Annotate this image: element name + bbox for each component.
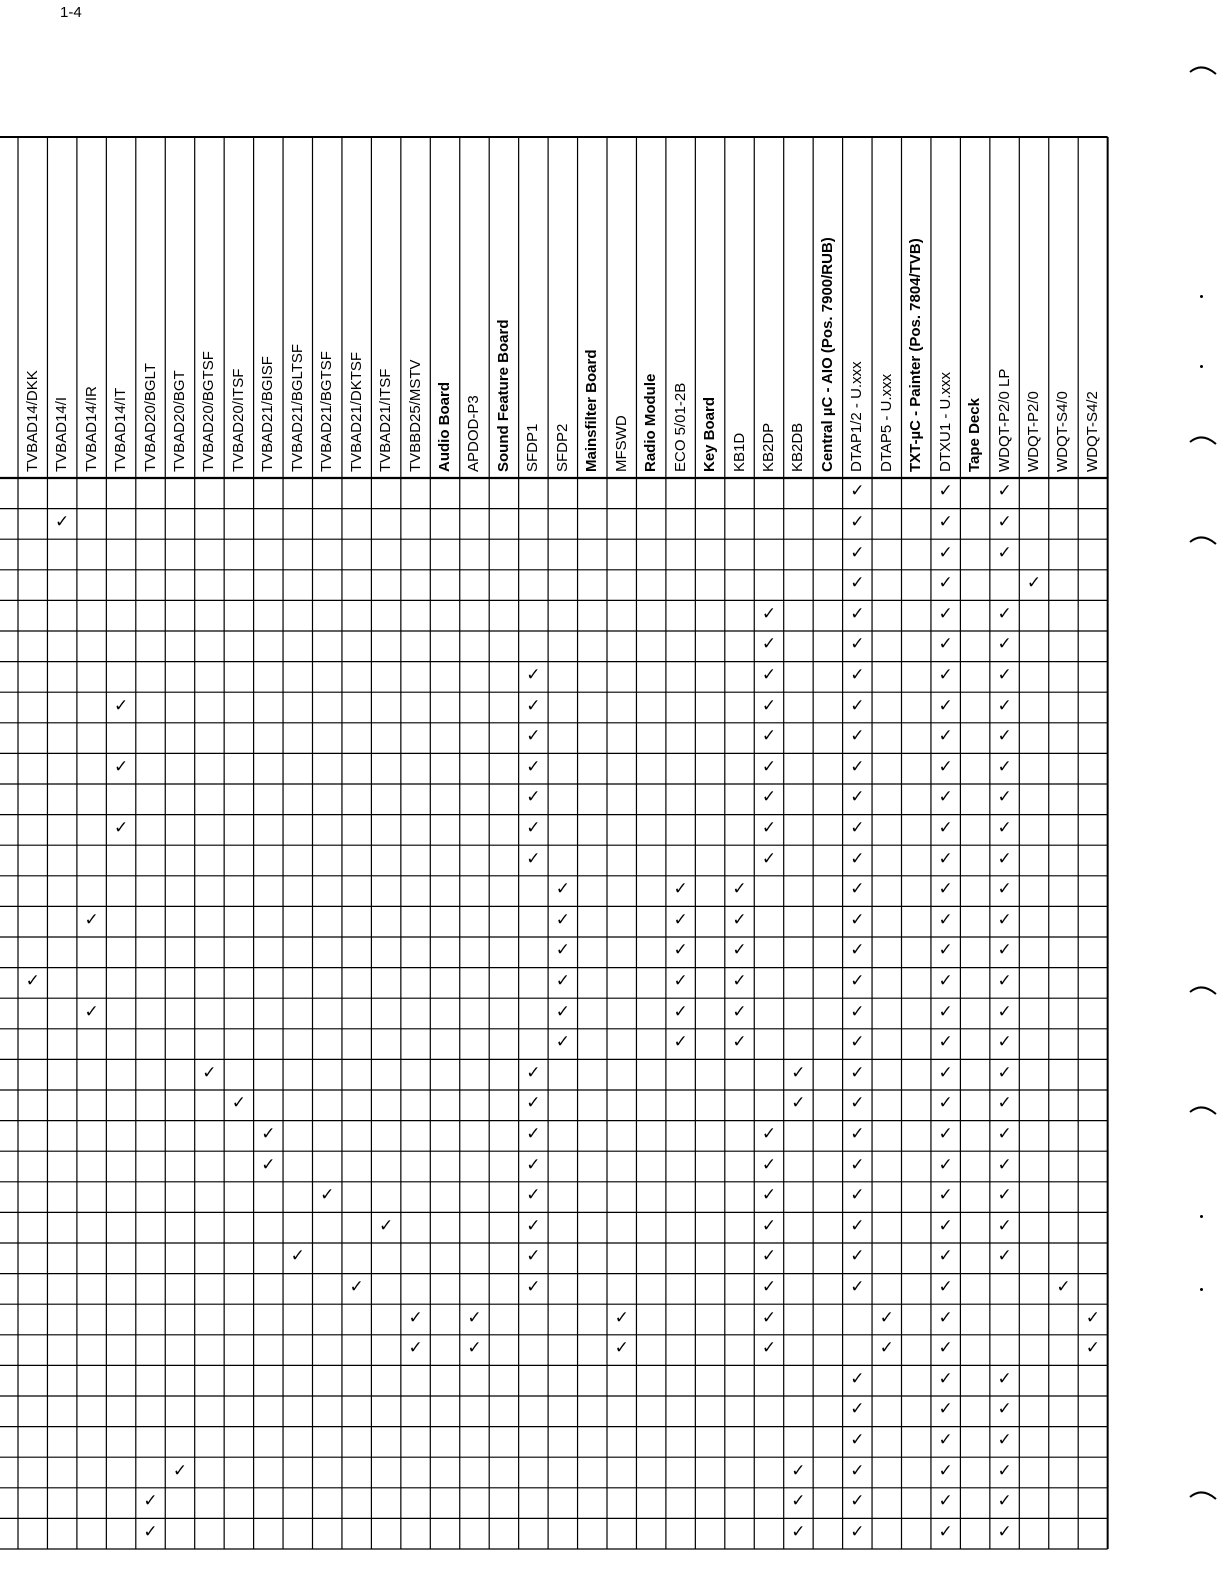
check-mark: ✓ <box>850 1154 865 1175</box>
check-mark: ✓ <box>997 879 1012 900</box>
check-mark: ✓ <box>938 664 953 685</box>
check-mark: ✓ <box>850 664 865 685</box>
check-mark: ✓ <box>850 726 865 747</box>
column-header: TVBAD14/DKK <box>23 370 41 472</box>
check-mark: ✓ <box>614 1338 629 1359</box>
check-mark: ✓ <box>938 1185 953 1206</box>
check-mark: ✓ <box>761 726 777 747</box>
check-mark: ✓ <box>526 1154 541 1175</box>
check-mark: ✓ <box>261 1154 276 1175</box>
check-mark: ✓ <box>761 1338 777 1359</box>
check-mark: ✓ <box>526 1093 541 1114</box>
check-mark: ✓ <box>938 1246 953 1267</box>
check-mark: ✓ <box>997 1246 1012 1267</box>
column-header: TVBAD21/DKTSF <box>347 351 365 472</box>
column-header: APDOD-P3 <box>465 395 483 472</box>
check-mark: ✓ <box>938 1521 953 1542</box>
check-mark: ✓ <box>761 1276 777 1297</box>
check-mark: ✓ <box>938 695 953 716</box>
check-mark: ✓ <box>850 695 865 716</box>
check-mark: ✓ <box>938 1491 953 1512</box>
margin-clip-mark <box>1188 60 1218 80</box>
check-mark: ✓ <box>113 817 129 838</box>
column-header: TVBAD20/BGLT <box>141 363 159 472</box>
column-header: WDQT-P2/0 <box>1025 391 1043 472</box>
check-mark: ✓ <box>938 1460 953 1481</box>
check-mark: ✓ <box>379 1215 394 1236</box>
check-mark: ✓ <box>997 1185 1012 1206</box>
check-mark: ✓ <box>791 1491 806 1512</box>
check-mark: ✓ <box>850 879 865 900</box>
column-header: DTAP5 - U.xxx <box>877 373 895 472</box>
margin-clip-mark <box>1188 430 1218 450</box>
check-mark: ✓ <box>997 481 1012 502</box>
check-mark: ✓ <box>761 1154 777 1175</box>
check-mark: ✓ <box>997 664 1012 685</box>
check-mark: ✓ <box>879 1338 894 1359</box>
check-mark: ✓ <box>55 511 70 532</box>
check-mark: ✓ <box>997 542 1012 563</box>
check-mark: ✓ <box>938 1154 953 1175</box>
column-header: TVBAD21/BGTSF <box>318 351 336 472</box>
check-mark: ✓ <box>761 1215 777 1236</box>
check-mark: ✓ <box>938 542 953 563</box>
check-mark: ✓ <box>231 1093 246 1114</box>
check-mark: ✓ <box>673 1032 688 1053</box>
check-mark: ✓ <box>997 726 1012 747</box>
check-mark: ✓ <box>997 1368 1012 1389</box>
check-mark: ✓ <box>850 1368 865 1389</box>
check-mark: ✓ <box>997 634 1012 655</box>
check-mark: ✓ <box>673 1001 688 1022</box>
column-header: Mainsfilter Board <box>583 349 601 472</box>
check-mark: ✓ <box>761 787 777 808</box>
check-mark: ✓ <box>732 879 747 900</box>
check-mark: ✓ <box>850 1123 865 1144</box>
check-mark: ✓ <box>526 787 541 808</box>
margin-clip-mark <box>1188 1100 1218 1120</box>
check-mark: ✓ <box>732 940 747 961</box>
check-mark: ✓ <box>1056 1276 1071 1297</box>
check-mark: ✓ <box>84 1001 99 1022</box>
check-mark: ✓ <box>850 848 865 869</box>
column-header: MFSWD <box>612 415 630 472</box>
check-mark: ✓ <box>938 1429 953 1450</box>
check-mark: ✓ <box>761 756 777 777</box>
column-header: TVBAD14/IT <box>112 387 130 472</box>
check-mark: ✓ <box>938 1215 953 1236</box>
check-mark: ✓ <box>997 1154 1012 1175</box>
check-mark: ✓ <box>761 817 777 838</box>
column-header: SFDP1 <box>524 423 542 472</box>
check-mark: ✓ <box>997 756 1012 777</box>
check-mark: ✓ <box>761 664 777 685</box>
check-mark: ✓ <box>850 1429 865 1450</box>
check-mark: ✓ <box>850 787 865 808</box>
check-mark: ✓ <box>408 1338 423 1359</box>
check-mark: ✓ <box>850 909 865 930</box>
check-mark: ✓ <box>938 1123 953 1144</box>
column-header: TVBAD21/BGLTSF <box>288 343 306 472</box>
check-mark: ✓ <box>850 511 865 532</box>
check-mark: ✓ <box>938 1307 953 1328</box>
check-mark: ✓ <box>526 664 541 685</box>
check-mark: ✓ <box>526 1215 541 1236</box>
check-mark: ✓ <box>791 1521 806 1542</box>
column-header: Central µC - AIO (Pos. 7900/RUB) <box>818 237 836 472</box>
check-mark: ✓ <box>526 1123 541 1144</box>
check-mark: ✓ <box>555 1032 570 1053</box>
check-mark: ✓ <box>850 756 865 777</box>
check-mark: ✓ <box>290 1246 305 1267</box>
check-mark: ✓ <box>997 1032 1012 1053</box>
check-mark: ✓ <box>526 1185 541 1206</box>
check-mark: ✓ <box>84 909 99 930</box>
check-mark: ✓ <box>850 1276 865 1297</box>
check-mark: ✓ <box>113 756 129 777</box>
check-mark: ✓ <box>172 1460 188 1481</box>
check-mark: ✓ <box>555 1001 570 1022</box>
column-header: TVBAD21/ITSF <box>377 368 395 472</box>
check-mark: ✓ <box>526 817 541 838</box>
column-header: WDQT-S4/2 <box>1083 391 1101 472</box>
check-mark: ✓ <box>997 1123 1012 1144</box>
column-header: Radio Module <box>642 373 660 472</box>
check-mark: ✓ <box>938 756 953 777</box>
check-mark: ✓ <box>320 1185 335 1206</box>
check-mark: ✓ <box>938 481 953 502</box>
check-mark: ✓ <box>850 970 865 991</box>
check-mark: ✓ <box>1085 1307 1101 1328</box>
check-mark: ✓ <box>850 1460 865 1481</box>
check-mark: ✓ <box>761 1246 777 1267</box>
check-mark: ✓ <box>850 603 865 624</box>
check-mark: ✓ <box>526 1062 541 1083</box>
check-mark: ✓ <box>997 511 1012 532</box>
check-mark: ✓ <box>555 879 570 900</box>
check-mark: ✓ <box>1085 1338 1101 1359</box>
margin-clip-mark <box>1188 980 1218 1000</box>
column-header: Tape Deck <box>966 398 984 472</box>
column-header: Sound Feature Board <box>494 319 512 472</box>
check-mark: ✓ <box>850 1399 865 1420</box>
column-header: TVBBD25/MSTV <box>406 359 424 472</box>
check-mark: ✓ <box>938 603 953 624</box>
check-mark: ✓ <box>850 573 865 594</box>
check-mark: ✓ <box>202 1062 217 1083</box>
check-mark: ✓ <box>938 573 953 594</box>
check-mark: ✓ <box>791 1062 806 1083</box>
column-header: Audio Board <box>436 382 454 472</box>
check-mark: ✓ <box>938 726 953 747</box>
check-mark: ✓ <box>938 787 953 808</box>
check-mark: ✓ <box>997 1491 1012 1512</box>
check-mark: ✓ <box>555 970 570 991</box>
check-mark: ✓ <box>938 511 953 532</box>
check-mark: ✓ <box>997 1429 1012 1450</box>
check-mark: ✓ <box>938 848 953 869</box>
check-mark: ✓ <box>526 695 541 716</box>
column-header: TVBAD14/IR <box>82 386 100 472</box>
check-mark: ✓ <box>997 1062 1012 1083</box>
check-mark: ✓ <box>938 1399 953 1420</box>
check-mark: ✓ <box>732 1032 747 1053</box>
check-mark: ✓ <box>850 481 865 502</box>
margin-dot <box>1200 1288 1203 1291</box>
column-header: TVBAD14/I <box>53 396 71 472</box>
check-mark: ✓ <box>555 909 570 930</box>
check-mark: ✓ <box>997 909 1012 930</box>
margin-dot <box>1200 365 1203 368</box>
check-mark: ✓ <box>938 940 953 961</box>
check-mark: ✓ <box>526 848 541 869</box>
check-mark: ✓ <box>143 1491 158 1512</box>
margin-clip-mark <box>1188 530 1218 550</box>
check-mark: ✓ <box>850 634 865 655</box>
check-mark: ✓ <box>761 695 777 716</box>
check-mark: ✓ <box>526 1246 541 1267</box>
check-mark: ✓ <box>997 1399 1012 1420</box>
check-mark: ✓ <box>113 695 129 716</box>
check-mark: ✓ <box>997 1001 1012 1022</box>
check-mark: ✓ <box>938 1368 953 1389</box>
check-mark: ✓ <box>526 756 541 777</box>
check-mark: ✓ <box>997 1460 1012 1481</box>
check-mark: ✓ <box>938 634 953 655</box>
page-number: 1-4 <box>60 4 82 21</box>
check-mark: ✓ <box>791 1460 806 1481</box>
check-mark: ✓ <box>850 1062 865 1083</box>
check-mark: ✓ <box>555 940 570 961</box>
check-mark: ✓ <box>850 1185 865 1206</box>
column-header: SFDP2 <box>553 423 571 472</box>
check-mark: ✓ <box>850 1521 865 1542</box>
check-mark: ✓ <box>761 634 777 655</box>
column-header: TVBAD21/BGISF <box>259 356 277 472</box>
check-mark: ✓ <box>791 1093 806 1114</box>
check-mark: ✓ <box>850 1215 865 1236</box>
column-header: DTXU1 - U.xxx <box>936 371 954 472</box>
column-header: KB2DP <box>759 422 777 472</box>
check-mark: ✓ <box>997 603 1012 624</box>
check-mark: ✓ <box>732 1001 747 1022</box>
check-mark: ✓ <box>467 1338 482 1359</box>
check-mark: ✓ <box>761 603 777 624</box>
check-mark: ✓ <box>732 909 747 930</box>
check-mark: ✓ <box>938 1062 953 1083</box>
check-mark: ✓ <box>938 1032 953 1053</box>
check-mark: ✓ <box>879 1307 894 1328</box>
check-mark: ✓ <box>938 1001 953 1022</box>
column-header: TXT-µC - Painter (Pos. 7804/TVB) <box>907 238 925 472</box>
check-mark: ✓ <box>732 970 747 991</box>
check-mark: ✓ <box>526 1276 541 1297</box>
margin-clip-mark <box>1188 1485 1218 1505</box>
column-header: WDQT-S4/0 <box>1054 391 1072 472</box>
check-mark: ✓ <box>673 879 688 900</box>
check-mark: ✓ <box>850 542 865 563</box>
check-mark: ✓ <box>938 909 953 930</box>
check-mark: ✓ <box>761 1123 777 1144</box>
check-mark: ✓ <box>850 1491 865 1512</box>
check-mark: ✓ <box>349 1276 364 1297</box>
column-header: Key Board <box>701 396 719 472</box>
check-mark: ✓ <box>1026 573 1042 594</box>
check-mark: ✓ <box>25 970 40 991</box>
check-mark: ✓ <box>614 1307 629 1328</box>
check-mark: ✓ <box>938 879 953 900</box>
column-header: TVBAD20/BGTSF <box>200 351 218 472</box>
check-mark: ✓ <box>408 1307 423 1328</box>
check-mark: ✓ <box>850 940 865 961</box>
check-mark: ✓ <box>850 1246 865 1267</box>
column-header: KB2DB <box>789 422 807 472</box>
check-mark: ✓ <box>997 940 1012 961</box>
check-mark: ✓ <box>673 970 688 991</box>
check-mark: ✓ <box>850 817 865 838</box>
check-mark: ✓ <box>761 1185 777 1206</box>
check-mark: ✓ <box>997 817 1012 838</box>
check-mark: ✓ <box>673 940 688 961</box>
check-mark: ✓ <box>850 1032 865 1053</box>
check-mark: ✓ <box>938 970 953 991</box>
column-header: TVBAD20/ITSF <box>229 368 247 472</box>
column-header: WDQT-P2/0 LP <box>995 368 1013 472</box>
check-mark: ✓ <box>850 1093 865 1114</box>
check-mark: ✓ <box>938 1093 953 1114</box>
check-mark: ✓ <box>761 1307 777 1328</box>
check-mark: ✓ <box>850 1001 865 1022</box>
column-header: TVBAD20/BGT <box>170 370 188 472</box>
column-header: KB1D <box>730 432 748 472</box>
check-mark: ✓ <box>261 1123 276 1144</box>
check-mark: ✓ <box>997 1521 1012 1542</box>
check-mark: ✓ <box>526 726 541 747</box>
column-header: DTAP1/2 - U.xxx <box>848 361 866 472</box>
check-mark: ✓ <box>938 817 953 838</box>
column-header: ECO 5/01-2B <box>671 382 689 472</box>
check-mark: ✓ <box>997 848 1012 869</box>
margin-dot <box>1200 1215 1203 1218</box>
check-mark: ✓ <box>997 695 1012 716</box>
margin-dot <box>1200 295 1203 298</box>
check-mark: ✓ <box>143 1521 158 1542</box>
check-mark: ✓ <box>997 787 1012 808</box>
check-mark: ✓ <box>997 970 1012 991</box>
check-mark: ✓ <box>997 1093 1012 1114</box>
check-mark: ✓ <box>673 909 688 930</box>
check-mark: ✓ <box>938 1276 953 1297</box>
check-mark: ✓ <box>997 1215 1012 1236</box>
check-mark: ✓ <box>938 1338 953 1359</box>
check-mark: ✓ <box>467 1307 482 1328</box>
check-mark: ✓ <box>761 848 777 869</box>
